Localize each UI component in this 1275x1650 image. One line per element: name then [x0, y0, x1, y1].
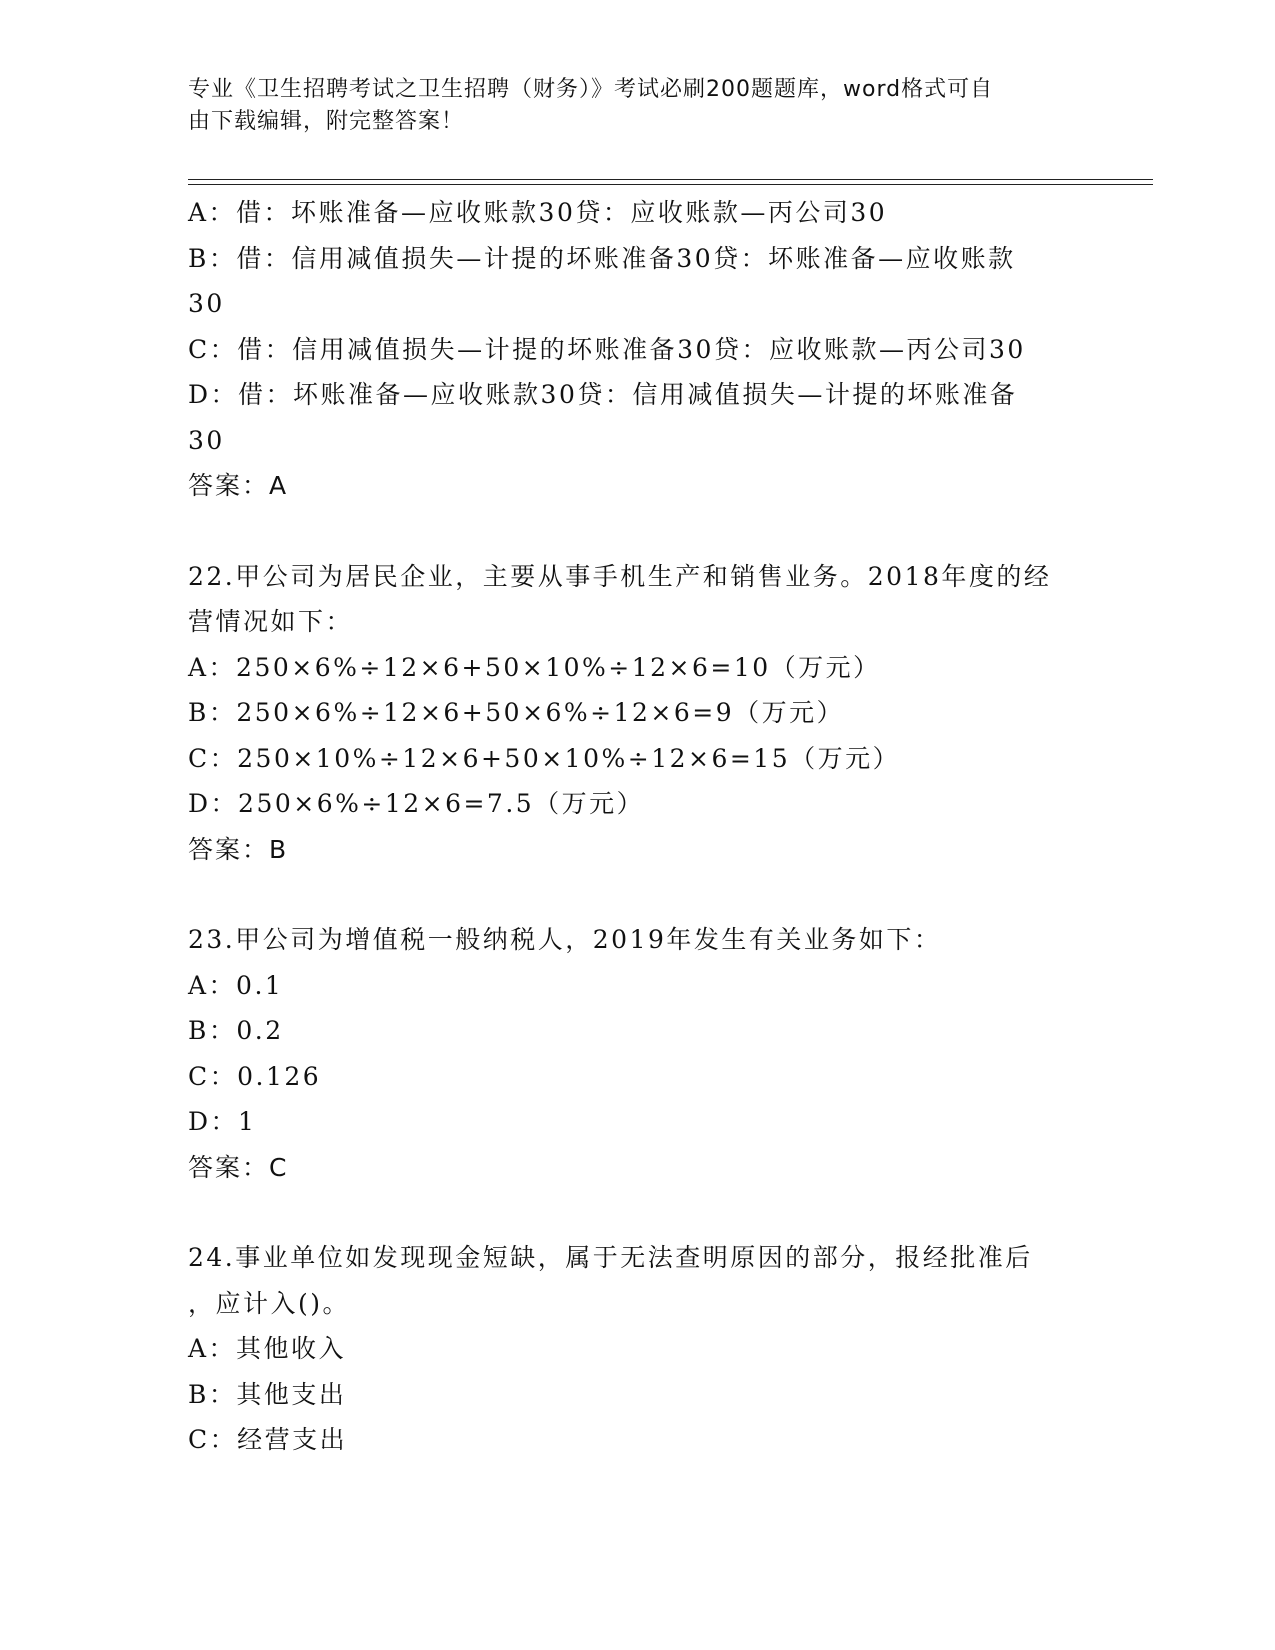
header-divider-top: [188, 179, 1153, 180]
question-stem: 22.甲公司为居民企业，主要从事手机生产和销售业务。2018年度的经: [188, 561, 1052, 591]
question-21: [188, 190, 1088, 509]
option-c: C：0.126: [188, 1061, 322, 1091]
option-c: C：经营支出: [188, 1425, 348, 1454]
option-a: A：250×6%÷12×6+50×10%÷12×6=10（万元）: [188, 652, 881, 682]
answer-line: 答案：C: [188, 1152, 289, 1182]
option-d: D：250×6%÷12×6=7.5（万元）: [188, 789, 645, 818]
question-stem-continued: ，应计入()。: [188, 1288, 351, 1318]
answer-line: 答案：B: [188, 834, 289, 864]
question-spacer: [188, 872, 1088, 917]
option-a: A：0.1: [188, 970, 284, 1000]
option-a: A：其他收入: [188, 1334, 347, 1363]
option-b: B：借：信用减值损失—计提的坏账准备30贷：坏账准备—应收账款: [188, 243, 1016, 273]
option-b: B：0.2: [188, 1016, 284, 1045]
option-a: A：借：坏账准备—应收账款30贷：应收账款—丙公司30: [188, 198, 888, 227]
option-b-continued: 30: [188, 289, 225, 318]
header-title-line-2: 由下载编辑，附完整答案！: [188, 109, 465, 134]
question-stem: 23.甲公司为增值税一般纳税人，2019年发生有关业务如下：: [188, 925, 942, 954]
option-b: B：其他支出: [188, 1379, 347, 1409]
option-d: D：1: [188, 1107, 257, 1136]
option-d: D：借：坏账准备—应收账款30贷：信用减值损失—计提的坏账准备: [188, 380, 1018, 409]
question-22: [188, 554, 1088, 873]
header-title-line-1: 专业《卫生招聘考试之卫生招聘（财务）》考试必刷200题题库，word格式可自: [188, 77, 994, 102]
question-stem: 24.事业单位如发现现金短缺，属于无法查明原因的部分，报经批准后: [188, 1243, 1033, 1272]
document-header: [188, 74, 1068, 138]
question-24: [188, 1235, 1088, 1463]
option-b: B：250×6%÷12×6+50×6%÷12×6=9（万元）: [188, 698, 845, 727]
option-c: C：250×10%÷12×6+50×10%÷12×6=15（万元）: [188, 743, 901, 773]
header-divider-bottom: [188, 184, 1153, 185]
answer-line: 答案：A: [188, 471, 289, 500]
option-c: C：借：信用减值损失—计提的坏账准备30贷：应收账款—丙公司30: [188, 334, 1026, 364]
option-d-continued: 30: [188, 425, 225, 455]
question-stem-continued: 营情况如下：: [188, 607, 354, 636]
question-spacer: [188, 509, 1088, 554]
question-23: [188, 917, 1088, 1190]
question-list: [188, 190, 1088, 1463]
question-spacer: [188, 1190, 1088, 1235]
